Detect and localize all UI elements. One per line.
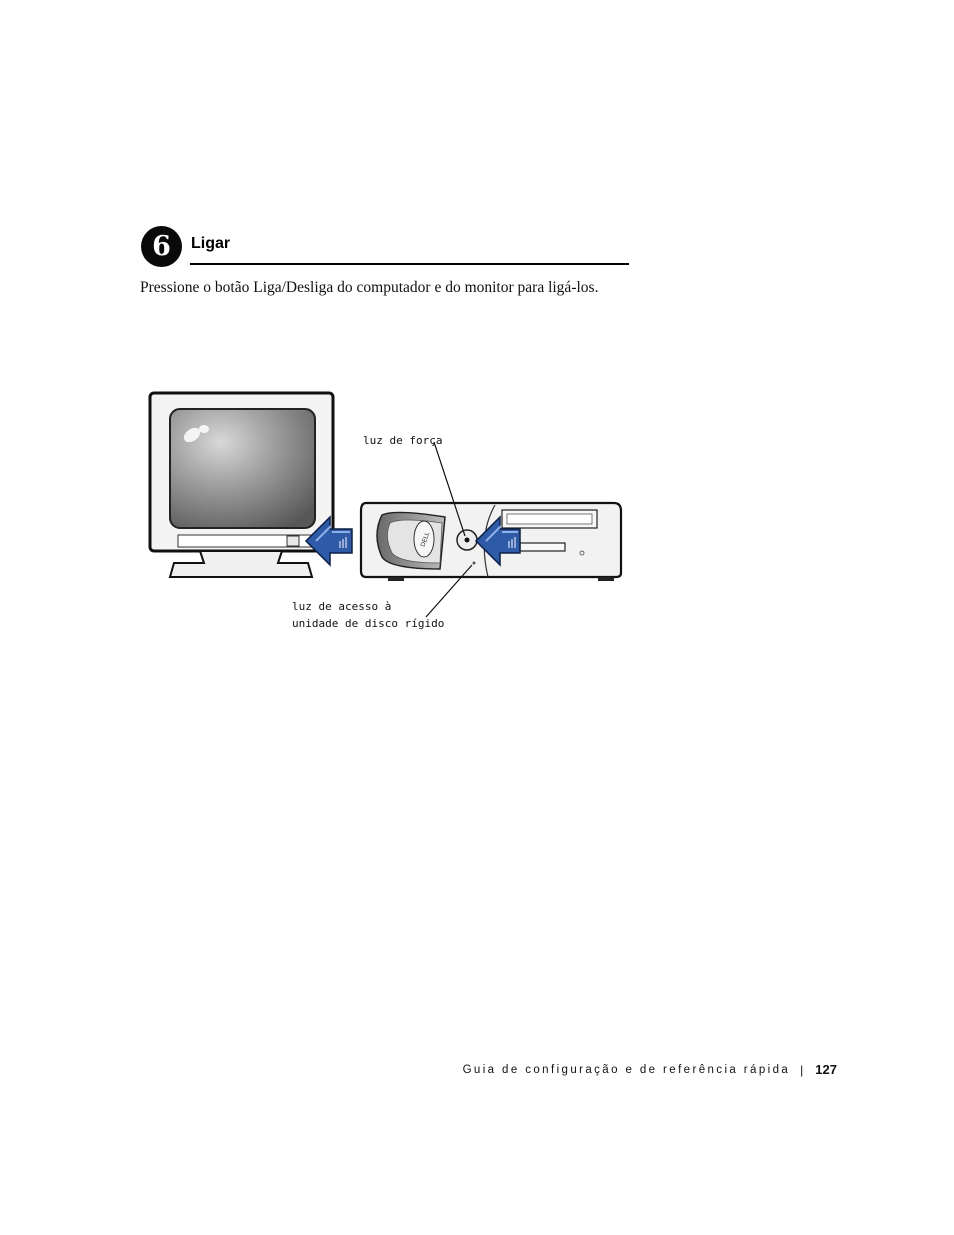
step-title: Ligar bbox=[191, 235, 231, 252]
callout-hdd-line1: luz de acesso à bbox=[292, 600, 392, 613]
svg-text:DELL: DELL bbox=[419, 531, 432, 548]
instruction-text: Pressione o botão Liga/Desliga do computador e do monitor para ligá-los. bbox=[140, 279, 599, 296]
floppy-drive-bay bbox=[520, 543, 565, 551]
step-number-badge bbox=[141, 226, 182, 267]
monitor-power-button bbox=[287, 536, 299, 546]
computer-foot-right bbox=[598, 577, 614, 581]
computer-foot-left bbox=[388, 577, 404, 581]
monitor-stand bbox=[170, 551, 312, 577]
page-footer bbox=[463, 1062, 837, 1077]
power-light bbox=[465, 538, 470, 543]
callout-hdd-line2: unidade de disco rígido bbox=[292, 617, 445, 630]
footer-guide-title: Guia de configuração e de referência rápida bbox=[462, 1063, 791, 1076]
monitor-screen bbox=[170, 409, 315, 528]
callout-power-light: luz de força bbox=[363, 434, 443, 447]
title-rule bbox=[190, 263, 629, 265]
monitor bbox=[150, 393, 333, 577]
footer-separator: | bbox=[800, 1062, 804, 1077]
hdd-access-light bbox=[473, 562, 476, 565]
callout-hdd-light bbox=[292, 598, 444, 632]
monitor-control-strip bbox=[178, 535, 323, 547]
step-number: 6 bbox=[152, 231, 171, 262]
page-number: 127 bbox=[815, 1062, 837, 1077]
